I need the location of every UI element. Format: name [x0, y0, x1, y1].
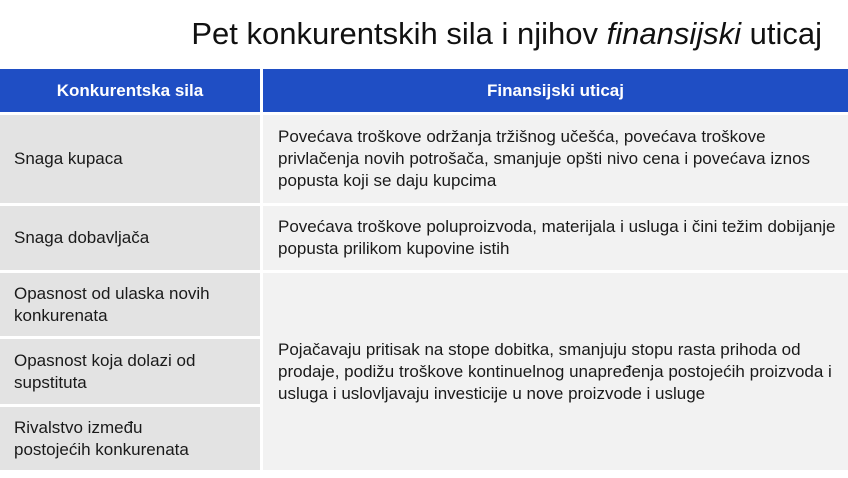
- force-cell: [0, 115, 260, 203]
- impact-text: Pojačavaju pritisak na stope dobitka, smanjuju stopu rasta prihoda od prodaje, podižu troškove kontinuelnog unapređenja postojećih proizvoda i usluga i uslovljavaju investicije u nove proizvode i usluge: [278, 339, 832, 403]
- force-label: Snaga kupaca: [14, 149, 123, 168]
- impact-text: Povećava troškove održanja tržišnog učešća, povećava troškove privlačenja novih potrošača, smanjuje opšti nivo cena i povećava iznos popusta koji se daju kupcima: [278, 127, 811, 190]
- page-title: [191, 14, 822, 54]
- forces-table: [0, 69, 848, 470]
- force-cell: [0, 407, 260, 470]
- header-force: Konkurentska sila: [0, 69, 260, 112]
- title-prefix: Pet konkurentskih sila i njihov: [191, 16, 607, 51]
- impact-text: Povećava troškove poluproizvoda, materijala i usluga i čini težim dobijanje popusta prilikom kupovine istih: [278, 217, 836, 258]
- title-emphasis: finansijski: [606, 16, 742, 51]
- force-cell: [0, 339, 260, 404]
- impact-cell: [263, 273, 848, 470]
- force-cell: [0, 273, 260, 336]
- force-label: Snaga dobavljača: [14, 228, 150, 247]
- impact-cell: [263, 206, 848, 270]
- title-suffix: uticaj: [741, 16, 822, 51]
- force-label: Opasnost od ulaska novih konkurenata: [14, 283, 210, 325]
- header-impact: Finansijski uticaj: [263, 69, 848, 112]
- force-cell: [0, 206, 260, 270]
- impact-cell: [263, 115, 848, 203]
- force-label: Rivalstvo između postojećih konkurenata: [14, 417, 189, 459]
- force-label: Opasnost koja dolazi od supstituta: [14, 350, 196, 392]
